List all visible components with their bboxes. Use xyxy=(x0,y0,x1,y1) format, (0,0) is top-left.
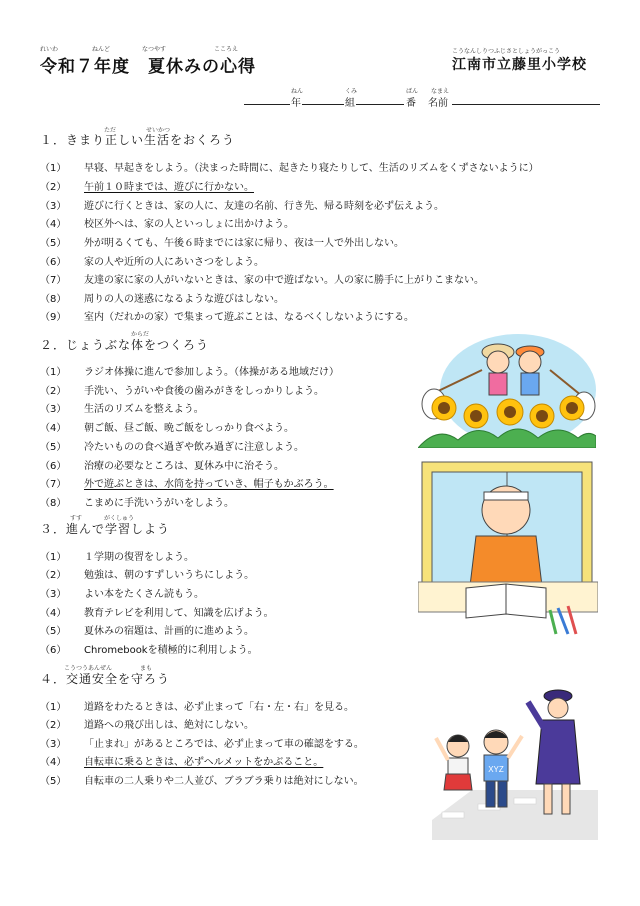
item-number: （5） xyxy=(40,238,67,249)
item-text: 夏休みの宿題は、計画的に進めよう。 xyxy=(84,626,254,637)
item-text: 校区外へは、家の人といっしょに出かけよう。 xyxy=(84,219,294,230)
list-item xyxy=(40,753,323,768)
item-number: （8） xyxy=(40,294,67,305)
headband-icon xyxy=(484,492,528,500)
list-item xyxy=(40,253,264,268)
title-ruby-2: ねんど xyxy=(92,46,111,53)
list-item xyxy=(40,363,339,378)
ban-label: 番 xyxy=(406,98,416,109)
nen-ruby: ねん xyxy=(291,88,304,95)
item-number: （1） xyxy=(40,702,67,713)
list-item xyxy=(40,698,354,713)
item-text: 室内（だれかの家）で集まって遊ぶことは、なるべくしないようにする。 xyxy=(84,312,414,323)
list-item xyxy=(40,178,254,193)
s3-ruby-2: がくしゅう xyxy=(104,515,135,522)
item-text: よい本をたくさん読もう。 xyxy=(84,589,204,600)
s4-ruby-1: こうつうあんぜん xyxy=(64,665,113,672)
item-text: 教育テレビを利用して、知識を広げよう。 xyxy=(84,608,274,619)
item-text: 自転車の二人乗りや二人並び、ブラブラ乗りは絶対にしない。 xyxy=(84,776,364,787)
s3-ruby-1: すす xyxy=(70,515,83,522)
item-text: 朝ご飯、昼ご飯、晩ご飯をしっかり食べよう。 xyxy=(84,423,294,434)
item-text: ラジオ体操に進んで参加しよう。（体操がある地域だけ） xyxy=(84,367,339,378)
list-item xyxy=(40,400,204,415)
item-number: （3） xyxy=(40,201,67,212)
item-number: （7） xyxy=(40,275,67,286)
school-ruby: こうなんしりつふじさとしょうがっこう xyxy=(452,48,561,55)
shirt-icon xyxy=(470,536,542,586)
page-title: 令和７年度 夏休みの心得 xyxy=(40,57,256,77)
item-number: （8） xyxy=(40,498,67,509)
item-text: １学期の復習をしよう。 xyxy=(84,552,194,563)
list-item xyxy=(40,215,294,230)
item-number: （2） xyxy=(40,386,67,397)
item-text: こまめに手洗いうがいをしよう。 xyxy=(84,498,234,509)
item-number: （6） xyxy=(40,257,67,268)
ban-blank[interactable] xyxy=(356,104,404,105)
item-text: 道路への飛び出しは、絶対にしない。 xyxy=(84,720,254,731)
item-number: （2） xyxy=(40,182,67,193)
list-item xyxy=(40,604,274,619)
shirt-text: XYZ xyxy=(488,765,504,774)
title-ruby-1: れいわ xyxy=(40,46,59,53)
item-number: （1） xyxy=(40,367,67,378)
nen-blank[interactable] xyxy=(244,104,290,105)
list-item xyxy=(40,566,254,581)
list-item xyxy=(40,457,284,472)
item-number: （1） xyxy=(40,163,67,174)
item-text: 冷たいものの食べ過ぎや飲み過ぎに注意しよう。 xyxy=(84,442,304,453)
item-text: 遊びに行くときは、家の人に、友達の名前、行き先、帰る時刻を必ず伝えよう。 xyxy=(84,201,444,212)
kumi-ruby: くみ xyxy=(345,88,358,95)
list-item xyxy=(40,290,284,305)
children-sunflowers-illustration xyxy=(418,330,596,448)
girl-icon xyxy=(436,735,472,790)
item-number: （4） xyxy=(40,423,67,434)
list-item xyxy=(40,494,234,509)
section-2-heading: ２．じょうぶな体をつくろう xyxy=(40,338,210,352)
list-item xyxy=(40,159,539,174)
boy-studying-illustration xyxy=(418,458,598,638)
school-name: 江南市立藤里小学校 xyxy=(452,57,587,73)
item-text: 治療の必要なところは、夏休み中に治そう。 xyxy=(84,461,284,472)
list-item xyxy=(40,438,304,453)
namae-ruby: なまえ xyxy=(431,88,450,95)
item-text: 道路をわたるときは、必ず止まって「右・左・右」を見る。 xyxy=(84,702,354,713)
kumi-label: 組 xyxy=(345,98,355,109)
item-text: 外が明るくても、午後６時までには家に帰り、夜は一人で外出しない。 xyxy=(84,238,404,249)
item-number: （3） xyxy=(40,589,67,600)
item-number: （6） xyxy=(40,461,67,472)
section-3-heading: ３．進んで学習しよう xyxy=(40,522,171,536)
item-number: （9） xyxy=(40,312,67,323)
item-number: （5） xyxy=(40,442,67,453)
list-item xyxy=(40,585,204,600)
item-text: 家の人や近所の人にあいさつをしよう。 xyxy=(84,257,264,268)
list-item xyxy=(40,197,444,212)
crosswalk-icon xyxy=(432,790,598,840)
list-item xyxy=(40,382,324,397)
nen-label: 年 xyxy=(291,98,301,109)
s2-ruby-1: からだ xyxy=(131,331,150,338)
s1-ruby-2: せいかつ xyxy=(146,127,171,134)
ban-ruby: ばん xyxy=(406,88,419,95)
item-number: （7） xyxy=(40,479,67,490)
list-item xyxy=(40,772,364,787)
item-text: 友達の家に家の人がいないときは、家の中で遊ばない。人の家に勝手に上がりこまない。 xyxy=(84,275,484,286)
item-number: （5） xyxy=(40,776,67,787)
list-item xyxy=(40,419,294,434)
namae-label: 名前 xyxy=(428,98,448,109)
item-number: （4） xyxy=(40,757,67,768)
list-item xyxy=(40,548,194,563)
item-text: 手洗い、うがいや食後の歯みがきをしっかりしよう。 xyxy=(84,386,324,397)
item-text: 周りの人の迷惑になるような遊びはしない。 xyxy=(84,294,284,305)
list-item xyxy=(40,735,364,750)
list-item xyxy=(40,234,404,249)
item-number: （5） xyxy=(40,626,67,637)
item-number: （2） xyxy=(40,720,67,731)
item-text: 「止まれ」があるところでは、必ず止まって車の確認をする。 xyxy=(84,739,364,750)
item-number: （4） xyxy=(40,608,67,619)
item-number: （4） xyxy=(40,219,67,230)
list-item xyxy=(40,716,254,731)
section-4-heading: ４．交通安全を守ろう xyxy=(40,672,171,686)
s4-ruby-2: まも xyxy=(140,665,153,672)
list-item xyxy=(40,475,334,490)
section-1-heading: １．きまり正しい生活をおくろう xyxy=(40,133,236,147)
item-text: Chromebookを積極的に利用しよう。 xyxy=(84,645,258,656)
kumi-blank[interactable] xyxy=(302,104,344,105)
item-text: 勉強は、朝のすずしいうちにしよう。 xyxy=(84,570,255,581)
list-item xyxy=(40,271,484,286)
item-text: 外で遊ぶときは、水筒を持っていき、帽子もかぶろう。 xyxy=(84,479,334,490)
list-item xyxy=(40,308,414,323)
item-text: 自転車に乗るときは、必ずヘルメットをかぶること。 xyxy=(84,757,324,768)
pencil-icon xyxy=(550,610,556,634)
crossing-guard-illustration xyxy=(432,680,598,840)
list-item xyxy=(40,622,254,637)
list-item xyxy=(40,641,258,656)
title-ruby-4: こころえ xyxy=(214,46,239,53)
item-text: 午前１０時までは、遊びに行かない。 xyxy=(84,182,254,193)
item-number: （6） xyxy=(40,645,67,656)
item-text: 生活のリズムを整えよう。 xyxy=(84,404,204,415)
item-text: 早寝、早起きをしよう。（決まった時間に、起きたり寝たりして、生活のリズムをくずさないように） xyxy=(84,163,539,174)
item-number: （1） xyxy=(40,552,67,563)
s1-ruby-1: ただ xyxy=(104,127,117,134)
item-number: （3） xyxy=(40,739,67,750)
title-ruby-3: なつやす xyxy=(142,46,167,53)
namae-blank[interactable] xyxy=(452,104,600,105)
item-number: （2） xyxy=(40,570,67,581)
item-number: （3） xyxy=(40,404,67,415)
